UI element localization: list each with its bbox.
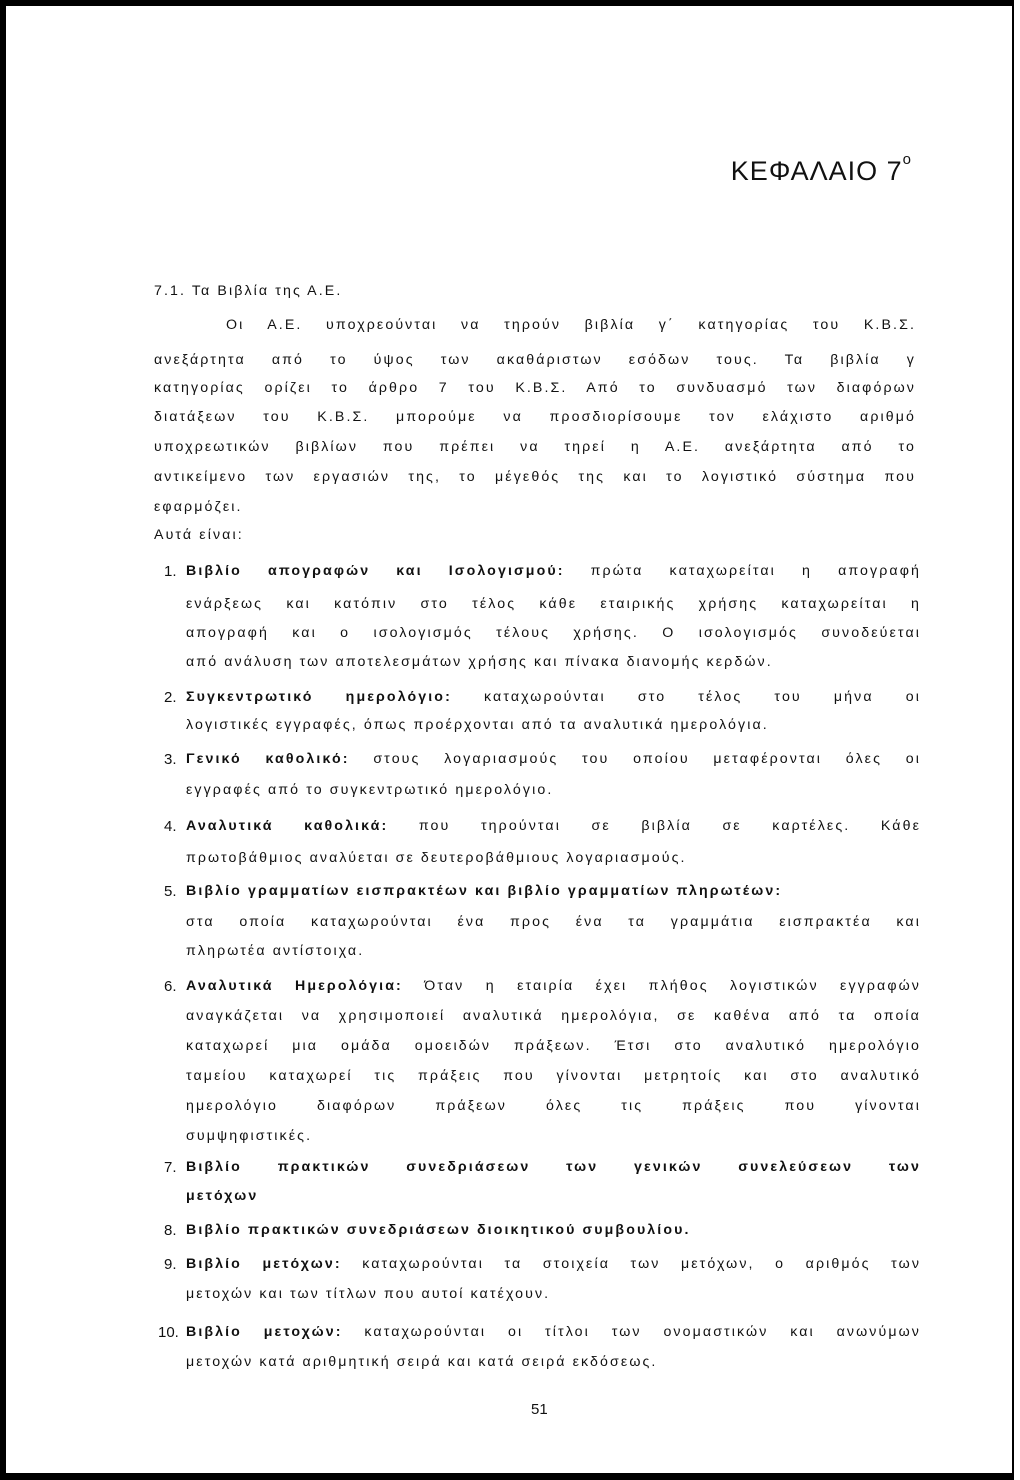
list-item-number: 5. [164,883,177,900]
list-item-line: Βιβλίο μετόχων: καταχωρούνται τα στοιχεία των μετόχων, ο αριθμός των [186,1256,922,1272]
document-page [6,6,1012,1473]
chapter-title: ΚΕΦΑΛΑΙΟ $7^o$ [730,151,912,186]
list-item-number: 4. [164,818,177,835]
list-item-number: 8. [164,1222,177,1239]
list-item-line: πρωτοβάθμιος αναλύεται σε δευτεροβάθμιους λογαριασμούς. [186,850,687,866]
list-item-line: συμψηφιστικές. [186,1128,313,1144]
list-item-number: 6. [164,978,177,995]
list-item-line: Γενικό καθολικό: στους λογαριασμούς του οποίου μεταφέρονται όλες οι [186,751,922,767]
list-item-number: 1. [164,563,177,580]
intro-line-1: Οι Α.Ε. υποχρεούνται να τηρούν βιβλία γ΄ κατηγορίας του Κ.Β.Σ. [226,317,916,333]
intro-line-8: Αυτά είναι: [154,527,244,543]
intro-line-3: κατηγορίας ορίζει το άρθρο 7 του Κ.Β.Σ. Από το συνδυασμό των διαφόρων [154,380,916,396]
intro-line-2: ανεξάρτητα από το ύψος των ακαθάριστων εσόδων τους. Τα βιβλία γ [154,352,916,368]
intro-line-7: εφαρμόζει. [154,499,243,515]
list-item-number: 2. [164,689,177,706]
list-item-line: στα οποία καταχωρούνται ένα προς ένα τα γραμμάτια εισπρακτέα και [186,914,921,930]
list-item-line: πληρωτέα αντίστοιχα. [186,943,365,959]
list-item-line: Αναλυτικά καθολικά: που τηρούνται σε βιβλία σε καρτέλες. Κάθε [186,818,922,834]
list-item-line: Βιβλίο απογραφών και Ισολογισμού: πρώτα καταχωρείται η απογραφή [186,563,922,579]
list-item-line: Συγκεντρωτικό ημερολόγιο: καταχωρούνται στο τέλος του μήνα οι [186,689,921,705]
list-item-line: μετοχών και των τίτλων που αυτοί κατέχουν. [186,1286,551,1302]
list-item-number: 7. [164,1159,177,1176]
list-item-number: 10. [158,1324,179,1341]
list-item-number: 3. [164,751,177,768]
list-item-line: αναγκάζεται να χρησιμοποιεί αναλυτικά ημερολόγια, σε καθένα από τα οποία [186,1008,921,1024]
list-item-line: Βιβλίο πρακτικών συνεδριάσεων των γενικών συνελεύσεων των [186,1159,921,1175]
intro-line-6: αντικείμενο των εργασιών της, το μέγεθός της και το λογιστικό σύστημα που [154,469,916,485]
list-item-line: Βιβλίο μετοχών: καταχωρούνται οι τίτλοι των ονομαστικών και ανωνύμων [186,1324,922,1340]
page-number: 51 [531,1401,548,1418]
list-item-line: ενάρξεως και κατόπιν στο τέλος κάθε εταιρικής χρήσης καταχωρείται η [186,596,921,612]
intro-line-4: διατάξεων του Κ.Β.Σ. μπορούμε να προσδιορίσουμε τον ελάχιστο αριθμό [154,409,916,425]
list-item-line: Βιβλίο πρακτικών συνεδριάσεων διοικητικού συμβουλίου. [186,1222,691,1238]
list-item-line: Βιβλίο γραμματίων εισπρακτέων και βιβλίο γραμματίων πληρωτέων: [186,883,783,899]
list-item-line: απογραφή και ο ισολογισμός τέλους χρήσης. Ο ισολογισμός συνοδεύεται [186,625,921,641]
list-item-line: μετοχών κατά αριθμητική σειρά και κατά σειρά εκδόσεως. [186,1354,658,1370]
list-item-line: καταχωρεί μια ομάδα ομοειδών πράξεων. Έτσι στο αναλυτικό ημερολόγιο [186,1038,921,1054]
scan-edge [1014,0,1020,1480]
list-item-line: Αναλυτικά Ημερολόγια: Όταν η εταιρία έχει πλήθος λογιστικών εγγραφών [186,978,921,994]
list-item-line: ημερολόγιο διαφόρων πράξεων όλες τις πράξεις που γίνονται [186,1098,921,1114]
list-item-line: μετόχων [186,1188,259,1204]
list-item-line: λογιστικές εγγραφές, όπως προέρχονται από τα αναλυτικά ημερολόγια. [186,717,769,733]
intro-line-5: υποχρεωτικών βιβλίων που πρέπει να τηρεί η Α.Ε. ανεξάρτητα από το [154,439,916,455]
list-item-line: από ανάλυση των αποτελεσμάτων χρήσης και πίνακα διανομής κερδών. [186,654,773,670]
list-item-line: ταμείου καταχωρεί τις πράξεις που γίνονται μετρητοίς και στο αναλυτικό [186,1068,921,1084]
list-item-number: 9. [164,1256,177,1273]
section-heading: 7.1. Τα Βιβλία της Α.Ε. [154,283,343,299]
list-item-line: εγγραφές από το συγκεντρωτικό ημερολόγιο. [186,782,554,798]
